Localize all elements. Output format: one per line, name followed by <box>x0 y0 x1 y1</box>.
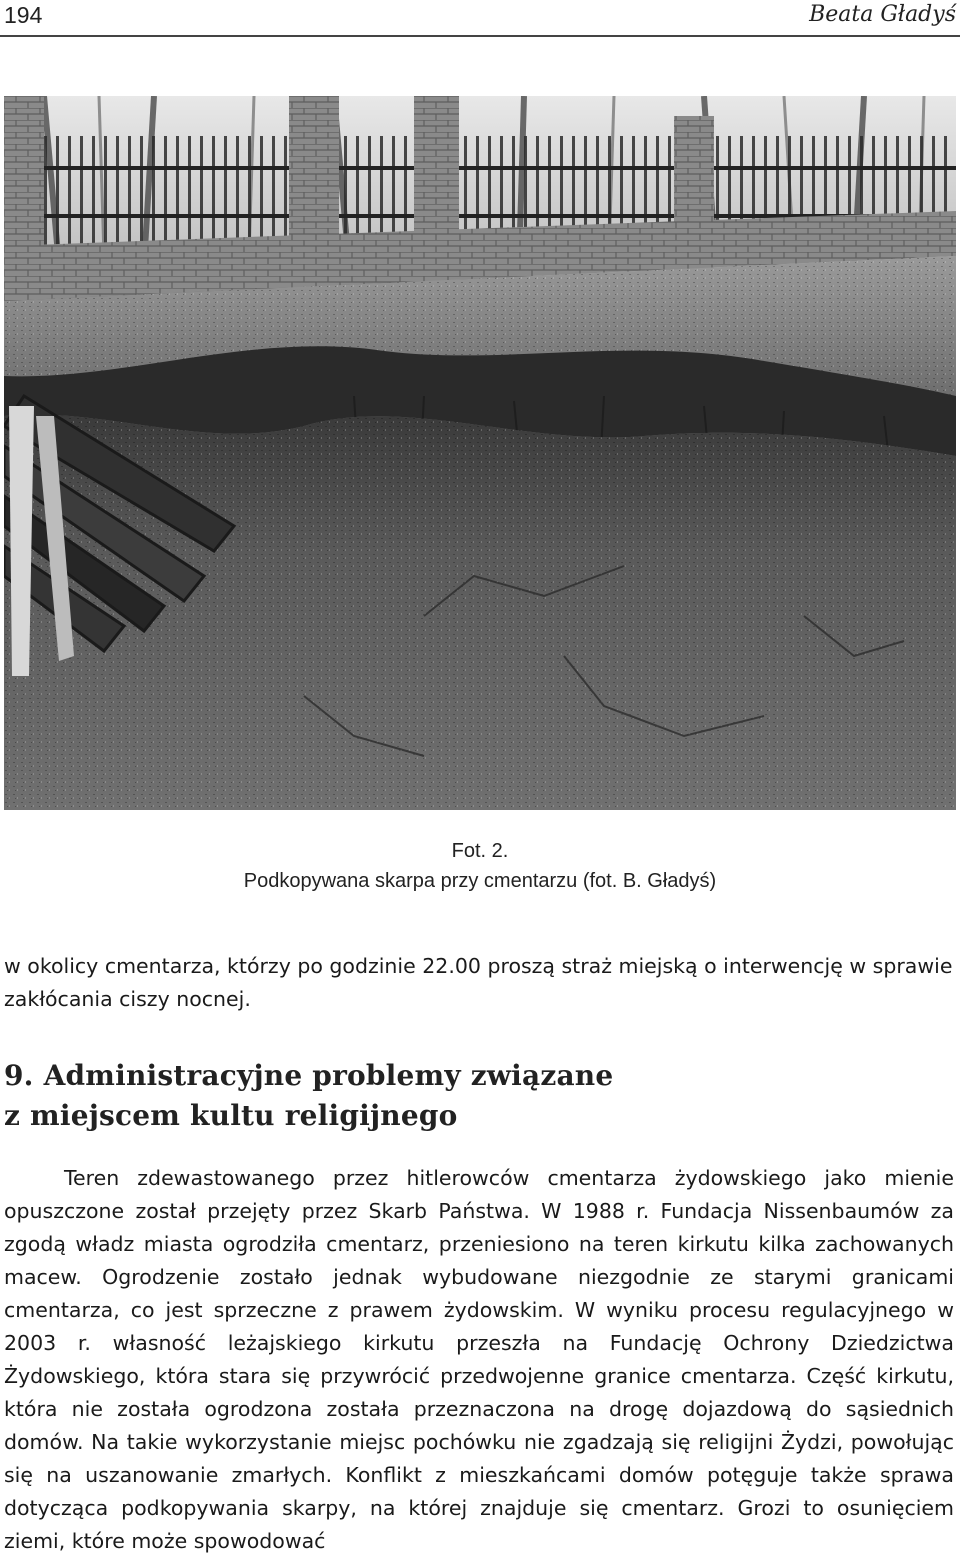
page-number: 194 <box>4 2 43 28</box>
caption-text: Podkopywana skarpa przy cmentarzu (fot. B. Gładyś) <box>243 870 717 892</box>
body-paragraph-2: Teren zdewastowanego przez hitlerowców cmentarza żydowskiego jako mienie opuszczone został przejęty przez Skarb Państwa. W 1988 r. Fundacja Nissenbaumów za zgodą władz miasta ogrodziła cmentarz, przeniesiono na teren kirkutu kilka zachowanych macew. Ogrodzenie zostało jednak wybudowane niezgodnie ze starymi granicami cmentarza, co jest sprzeczne z prawem żydowskim. W wyniku procesu regulacyjnego w 2003 r. własność leżajskiego kirkutu przeszła na Fundację Ochrony Dziedzictwa Żydowskiego, która stara się przywrócić przedwojenne granice cmentarza. Część kirkutu, która nie została ogrodzona została przeznaczona na drogę dojazdową do sąsiednich domów. Na takie wykorzystanie miejsc pochówku nie zgadzają się religijni Żydzi, powołując się na uszanowanie zmarłych. Konflikt z mieszkańcami domów potęguje także sprawa dotycząca podkopywania skarpy, na której znajduje się cmentarz. Grozi to osunięciem ziemi, które może spowodować <box>4 1166 954 1553</box>
section-heading-line-2: z miejscem kultu religijnego <box>4 1099 458 1132</box>
page-header <box>0 0 960 34</box>
figure-caption <box>0 836 960 896</box>
photo-illustration <box>4 96 956 810</box>
body-paragraph-1: w okolicy cmentarza, którzy po godzinie 22.00 proszą straż miejską o interwencję w sprawie zakłócania ciszy nocnej. <box>4 954 953 1011</box>
running-head-author: Beata Gładyś <box>809 2 956 27</box>
caption-label: Fot. 2. <box>451 840 509 862</box>
header-rule <box>0 35 960 37</box>
section-heading <box>4 1056 954 1136</box>
figure-photo <box>4 96 956 810</box>
section-heading-line-1: 9. Administracyjne problemy związane <box>4 1059 614 1092</box>
